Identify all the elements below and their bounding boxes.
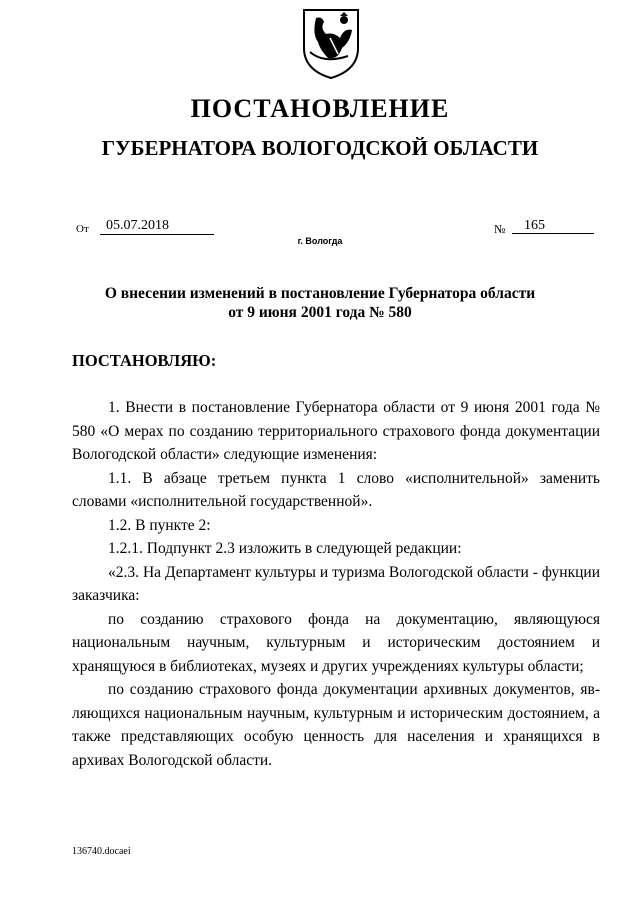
body-paragraph: 1.2.1. Подпункт 2.3 изложить в следующей редакции:: [108, 540, 462, 557]
document-body: [72, 396, 600, 772]
date-prefix: От: [76, 223, 89, 235]
document-title: ПОСТАНОВЛЕНИЕ: [190, 94, 450, 123]
body-paragraph: по созданию страхового фонда документации архивных документов, являющихся национальным научным, культурным и историческим достоянием, а также представляющих особую ценность для населения и хранящихся в архивах Вологодской области.: [72, 681, 600, 769]
document-number: 165: [512, 218, 594, 234]
body-paragraph: по созданию страхового фонда на документацию, являющуюся национальным научным, культурным и историческим достоянием и хранящуюся в библиотеках, музеях и других учреждениях культуры области;: [72, 610, 600, 675]
document-subtitle: ГУБЕРНАТОРА ВОЛОГОДСКОЙ ОБЛАСТИ: [101, 136, 539, 160]
number-prefix: №: [494, 222, 506, 236]
body-paragraph: «2.3. На Департамент культуры и туризма Вологодской области - функции заказчика:: [72, 563, 600, 604]
body-paragraph: 1.1. В абзаце третьем пункта 1 слово «исполнительной» заменить словами «исполнительной государственной».: [72, 469, 600, 510]
body-paragraph: 1.2. В пункте 2:: [108, 516, 211, 534]
subject-line: О внесении изменений в постановление Губернатора области: [104, 285, 536, 302]
document-date: 05.07.2018: [100, 218, 214, 235]
vologda-coat-of-arms-icon: [300, 8, 362, 80]
document-subject: [0, 284, 640, 322]
subject-line: от 9 июня 2001 года № 580: [228, 304, 412, 321]
decree-heading: ПОСТАНОВЛЯЮ:: [72, 351, 217, 370]
file-reference: 136740.docaei: [72, 846, 131, 857]
body-paragraph: 1. Внести в постановление Губернатора области от 9 июня 2001 года № 580 «О мерах по созданию территориального страхового фонда документации Вологодской области» следующие изменения:: [72, 399, 600, 463]
document-city: г. Вологда: [297, 236, 343, 246]
